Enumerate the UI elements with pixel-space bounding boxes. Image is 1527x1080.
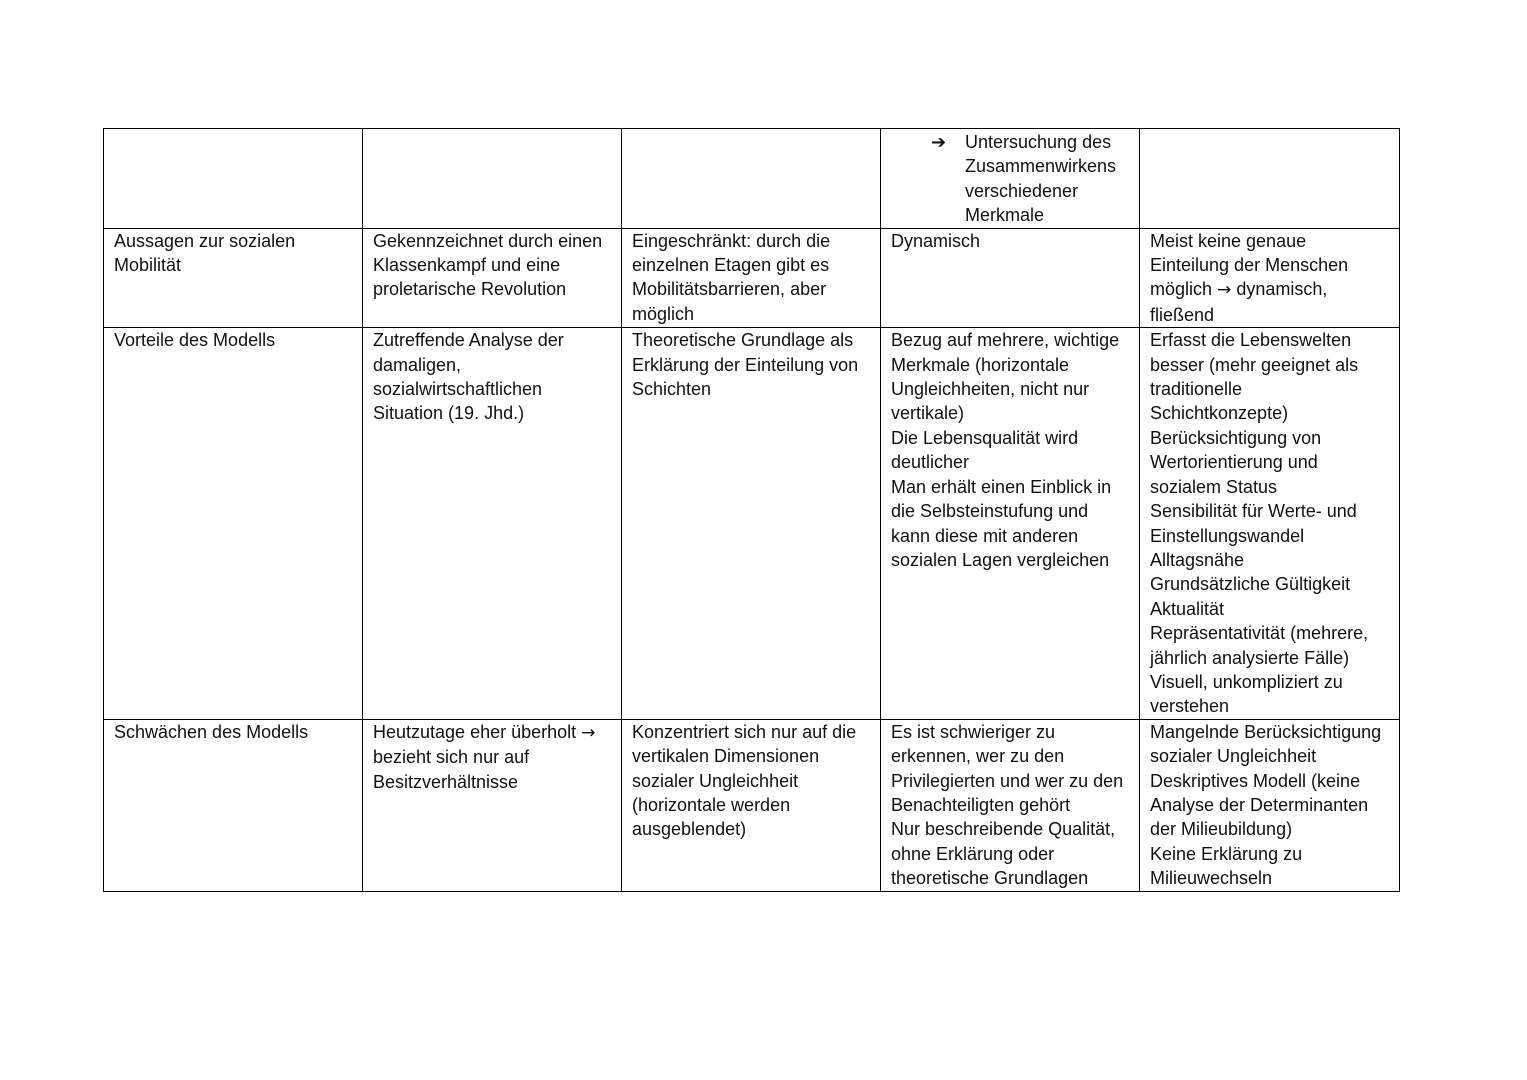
table-cell xyxy=(1140,719,1400,891)
cell-line: proletarische Revolution xyxy=(373,279,567,300)
cell-line: deutlicher xyxy=(891,452,970,473)
cell-text: dynamisch, xyxy=(1236,279,1328,300)
cell-line: Repräsentativität (mehrere, xyxy=(1150,623,1369,644)
right-arrow-icon: → xyxy=(581,722,596,743)
cell-line: Es ist schwieriger zu xyxy=(891,721,1056,742)
table-cell xyxy=(1140,328,1400,720)
cell-line: Schwächen des Modells xyxy=(114,721,309,742)
cell-line: verschiedener xyxy=(965,180,1079,201)
cell-line: Man erhält einen Einblick in xyxy=(891,476,1112,497)
cell-line: Merkmale (horizontale xyxy=(891,354,1070,375)
cell-line: erkennen, wer zu den xyxy=(891,746,1065,767)
cell-line: Sensibilität für Werte- und xyxy=(1150,501,1357,522)
cell-line: ausgeblendet) xyxy=(632,819,747,840)
cell-line: Aussagen zur sozialen xyxy=(114,230,296,251)
cell-line: Die Lebensqualität wird xyxy=(891,427,1079,448)
cell-line: Mobilitätsbarrieren, aber xyxy=(632,279,827,300)
cell-line: Mangelnde Berücksichtigung xyxy=(1150,721,1382,742)
cell-line: Schichten xyxy=(632,379,712,400)
row-label-mobility xyxy=(104,228,363,328)
cell-line: Berücksichtigung von xyxy=(1150,427,1322,448)
cell-line: Situation (19. Jhd.) xyxy=(373,403,525,424)
table-row-continuation xyxy=(104,129,1400,229)
cell-line: Aktualität xyxy=(1150,598,1225,619)
table-cell xyxy=(622,719,881,891)
table-cell xyxy=(363,228,622,328)
cell-line: verstehen xyxy=(1150,696,1230,717)
table-cell-arrow-item xyxy=(881,129,1140,229)
comparison-table xyxy=(103,128,1400,892)
cell-line: ohne Erklärung oder xyxy=(891,843,1055,864)
cell-line: Mobilität xyxy=(114,255,182,276)
arrow-bullet-item xyxy=(891,129,1131,228)
cell-line: Schichtkonzepte) xyxy=(1150,403,1289,424)
cell-line: Deskriptives Modell (keine xyxy=(1150,770,1361,791)
cell-line: traditionelle xyxy=(1150,379,1243,400)
cell-line: Einstellungswandel xyxy=(1150,525,1305,546)
cell-line: Erklärung der Einteilung von xyxy=(632,354,859,375)
cell-line: Theoretische Grundlage als xyxy=(632,330,854,351)
cell-line: Meist keine genaue xyxy=(1150,230,1307,251)
cell-line: einzelnen Etagen gibt es xyxy=(632,255,830,276)
cell-line: die Selbsteinstufung und xyxy=(891,501,1089,522)
row-label-weaknesses xyxy=(104,719,363,891)
table-cell xyxy=(363,328,622,720)
cell-line: theoretische Grundlagen xyxy=(891,868,1089,889)
table-cell-empty xyxy=(622,129,881,229)
cell-line: Zutreffende Analyse der xyxy=(373,330,564,351)
table-cell-empty xyxy=(104,129,363,229)
table-cell xyxy=(622,328,881,720)
cell-line: Bezug auf mehrere, wichtige xyxy=(891,330,1120,351)
cell-line: Untersuchung des xyxy=(965,132,1112,152)
cell-line: Wertorientierung und xyxy=(1150,452,1318,473)
cell-line: Grundsätzliche Gültigkeit xyxy=(1150,574,1351,595)
table-cell xyxy=(622,228,881,328)
cell-line: vertikalen Dimensionen xyxy=(632,746,820,767)
cell-line: Visuell, unkompliziert zu xyxy=(1150,671,1343,692)
cell-line: vertikale) xyxy=(891,403,965,424)
table-cell xyxy=(881,228,1140,328)
cell-line: Konzentriert sich nur auf die xyxy=(632,721,857,742)
cell-line: Dynamisch xyxy=(891,230,981,251)
cell-line: sozialen Lagen vergleichen xyxy=(891,549,1110,570)
cell-line xyxy=(1150,277,1391,302)
arrow-bullet-text xyxy=(965,130,1116,228)
cell-line: Milieuwechseln xyxy=(1150,868,1273,889)
cell-line: besser (mehr geeignet als xyxy=(1150,354,1359,375)
cell-line: Benachteiligten gehört xyxy=(891,794,1071,815)
cell-line: bezieht sich nur auf xyxy=(373,747,530,768)
cell-text: möglich xyxy=(1150,279,1213,300)
cell-line: sozialwirtschaftlichen xyxy=(373,379,543,400)
cell-line: Analyse der Determinanten xyxy=(1150,794,1369,815)
cell-line: jährlich analysierte Fälle) xyxy=(1150,647,1350,668)
cell-line: damaligen, xyxy=(373,354,462,375)
row-label-advantages xyxy=(104,328,363,720)
cell-line: Vorteile des Modells xyxy=(114,330,276,351)
cell-line: Klassenkampf und eine xyxy=(373,255,561,276)
cell-line: sozialem Status xyxy=(1150,476,1278,497)
cell-line: Merkmale xyxy=(965,205,1045,226)
cell-line: Zusammenwirkens xyxy=(965,156,1117,177)
right-arrow-icon: → xyxy=(1217,280,1232,301)
cell-text: Heutzutage eher überholt xyxy=(373,721,577,742)
cell-line: Eingeschränkt: durch die xyxy=(632,230,831,251)
cell-line: sozialer Ungleichheit xyxy=(632,770,799,791)
table-row-mobility xyxy=(104,228,1400,328)
cell-line: Keine Erklärung zu xyxy=(1150,843,1303,864)
cell-line: Gekennzeichnet durch einen xyxy=(373,230,603,251)
table-cell xyxy=(1140,228,1400,328)
table-cell xyxy=(881,328,1140,720)
cell-line: fließend xyxy=(1150,304,1215,325)
cell-line: (horizontale werden xyxy=(632,794,791,815)
cell-line: Nur beschreibende Qualität, xyxy=(891,819,1116,840)
cell-line xyxy=(373,720,613,745)
cell-line: Alltagsnähe xyxy=(1150,549,1245,570)
table-cell xyxy=(881,719,1140,891)
table-row-weaknesses xyxy=(104,719,1400,891)
cell-line: möglich xyxy=(632,303,695,324)
cell-line: Erfasst die Lebenswelten xyxy=(1150,330,1352,351)
table-cell xyxy=(363,719,622,891)
table-cell-empty xyxy=(363,129,622,229)
cell-line: sozialer Ungleichheit xyxy=(1150,746,1317,767)
cell-line: Ungleichheiten, nicht nur xyxy=(891,379,1090,400)
right-arrow-icon: ➔ xyxy=(931,132,947,152)
cell-line: Einteilung der Menschen xyxy=(1150,255,1349,276)
table-cell-empty xyxy=(1140,129,1400,229)
cell-line: Privilegierten und wer zu den xyxy=(891,770,1124,791)
cell-line: der Milieubildung) xyxy=(1150,819,1293,840)
cell-line: Besitzverhältnisse xyxy=(373,771,519,792)
table-row-advantages xyxy=(104,328,1400,720)
cell-line: kann diese mit anderen xyxy=(891,525,1079,546)
